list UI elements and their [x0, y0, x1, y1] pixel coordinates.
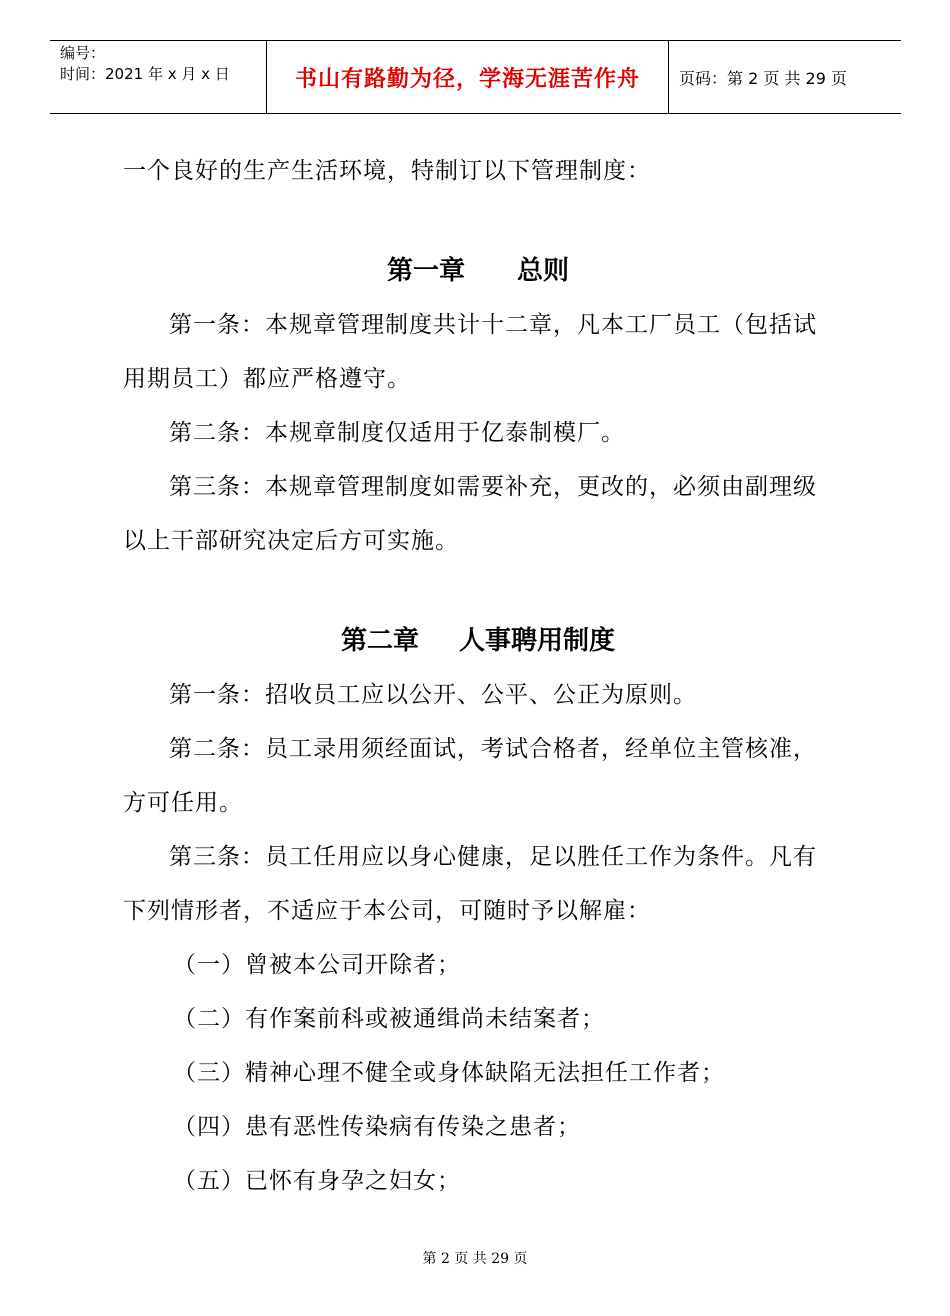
article-line: 方可任用。	[123, 790, 243, 816]
article-line: 第三条：员工任用应以身心健康，足以胜任工作为条件。凡有	[169, 844, 817, 870]
header-meta	[50, 41, 267, 113]
article-line: 第一条：本规章管理制度共计十二章，凡本工厂员工（包括试	[169, 312, 817, 338]
header-page-cell	[669, 41, 901, 113]
article-line: 用期员工）都应严格遵守。	[123, 366, 411, 392]
intro-paragraph: 一个良好的生产生活环境，特制订以下管理制度：	[123, 158, 651, 184]
list-item: （一）曾被本公司开除者；	[173, 952, 461, 978]
chapter-1-heading	[123, 244, 833, 298]
list-item: （四）患有恶性传染病有传染之患者；	[173, 1114, 581, 1140]
header-motto: 书山有路勤为径，学海无涯苦作舟	[294, 66, 640, 92]
page-header	[50, 40, 901, 114]
chapter-2-heading	[123, 614, 833, 668]
header-motto-cell	[267, 41, 669, 113]
article-line: 第三条：本规章管理制度如需要补充，更改的，必须由副理级	[169, 474, 817, 500]
chapter-title: 人事聘用制度	[459, 626, 616, 656]
header-page-number: 页码：第 2 页 共 29 页	[679, 68, 847, 88]
document-number-label: 编号：	[60, 44, 106, 62]
chapter-title: 总则	[517, 256, 570, 286]
list-item: （三）精神心理不健全或身体缺陷无法担任工作者；	[173, 1060, 725, 1086]
footer-page-number: 第 2 页 共 29 页	[422, 1251, 528, 1267]
list-item: （五）已怀有身孕之妇女；	[173, 1168, 461, 1194]
document-date: 时间：2021 年 x 月 x 日	[60, 65, 230, 83]
document-body	[123, 144, 833, 1208]
article-line: 下列情形者，不适应于本公司，可随时予以解雇：	[123, 898, 651, 924]
article-line: 以上干部研究决定后方可实施。	[123, 528, 459, 554]
article-line: 第二条：本规章制度仅适用于亿泰制模厂。	[169, 420, 625, 446]
list-item: （二）有作案前科或被通缉尚未结案者；	[173, 1006, 605, 1032]
article-line: 第二条：员工录用须经面试，考试合格者，经单位主管核准，	[169, 736, 817, 762]
chapter-number: 第一章	[386, 256, 465, 286]
chapter-number: 第二章	[340, 626, 419, 656]
page-footer	[0, 1248, 950, 1268]
article-line: 第一条：招收员工应以公开、公平、公正为原则。	[169, 682, 697, 708]
